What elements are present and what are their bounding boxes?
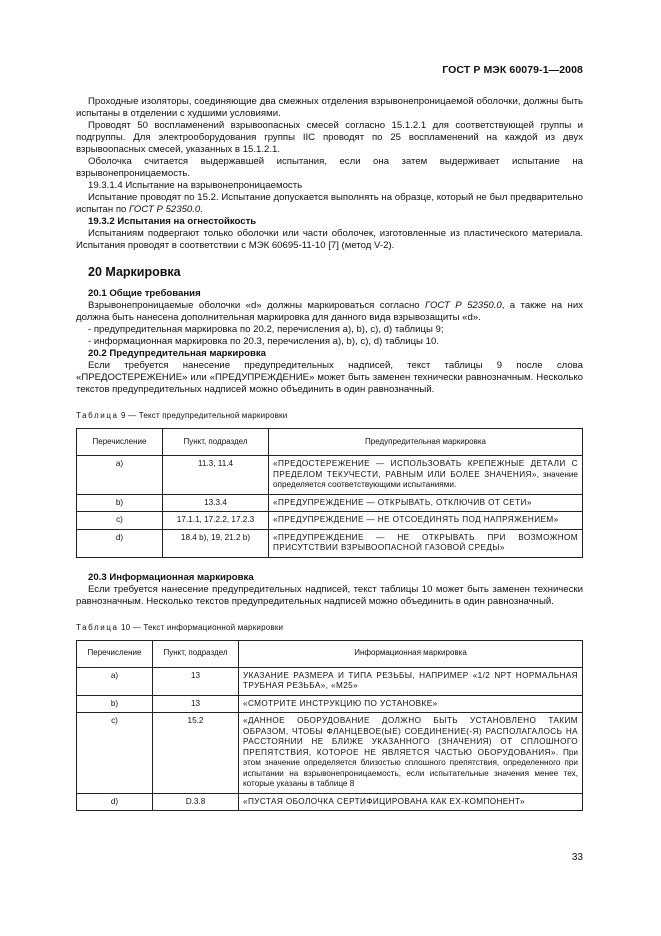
header-marking: Предупредительная маркировка [269,429,583,456]
table-row [77,494,583,512]
clause-20-3-text: Если требуется нанесение предупредительных надписей, текст таблицы 10 может быть заменен технически равнозначным. Несколько текстов предупредительных надписей можно объединить в один равнозначный. [76,583,583,607]
table-9 [76,428,583,558]
paragraph-ignitions: Проводят 50 воспламенений взрывоопасных смесей согласно 15.1.2.1 для соответствующей группы и подгруппы. Для электрооборудования группы IIC проводят по 25 воспламенений на каждой из двух взрывоопасных смесей, указанных в 15.1.2.1. [76,120,583,155]
table-row [77,529,583,557]
marking-caps: «ПРЕДУПРЕЖДЕНИЕ — ОТКРЫВАТЬ, ОТКЛЮЧИВ ОТ СЕТИ» [273,497,532,507]
row-marking [239,713,583,794]
row-clause: 13.3.4 [163,494,269,512]
row-clause: 15.2 [153,713,239,794]
row-clause: D.3.8 [153,793,239,811]
table-header-row [77,640,583,667]
clause-text-end: , а также на них должна быть нанесена дополнительная маркировка для данного вида взрывозащиты «d». [76,300,583,323]
clause-20-1-title: 20.1 Общие требования [88,288,201,299]
paragraph-bushings: Проходные изоляторы, соединяющие два смежных отделения взрывонепроницаемой оболочки, должны быть испытаны в отделении с худшими условиями. [76,96,583,119]
marking-caps: «ДАННОЕ ОБОРУДОВАНИЕ ДОЛЖНО БЫТЬ УСТАНОВЛЕНО ТАКИМ ОБРАЗОМ, ЧТОБЫ ФЛАНЦЕВОЕ(ЫЕ) СОЕДИНЕНИЕ(-Я) РАСПОЛАГАЛОСЬ НА РАССТОЯНИИ НЕ БЛИЖЕ УКАЗАННОГО (ЗНАЧЕНИЯ) ОТ СПЛОШНОГО ПРЕПЯТСТВИЯ, КОТОРОЕ НЕ ЯВЛЯЕТСЯ ЧАСТЬЮ ОБОРУДОВАНИЯ» [243,716,578,757]
marking-note: , значение определяется соответствующими испытаниями. [273,469,578,489]
table-row [77,713,583,794]
clause-text: Взрывонепроницаемые оболочки «d» должны маркироваться согласно [88,300,426,311]
caption-text: 10 — Текст информационной маркировки [118,622,284,632]
row-marking [269,456,583,495]
row-clause: 17.1.1, 17.2.2, 17.2.3 [163,512,269,530]
marking-note: . При этом значение определяется близостью сплошного препятствия, определенного при испытании на взрывонепроницаемость, если испытательные значения менее тех, которые указаны в таблице 8 [243,747,578,788]
table-row [77,695,583,713]
table-10-caption [76,622,583,634]
clause-20-3-title: 20.3 Информационная маркировка [88,571,254,583]
table-row [77,793,583,811]
table-word: Таблица [76,622,119,632]
row-marking [269,512,583,530]
page-number: 33 [571,852,583,863]
row-marking [239,793,583,811]
clause-text-end: . [200,204,203,215]
clause-19-3-2-text: Испытаниям подвергают только оболочки или части оболочек, изготовленные из пластического материала. Испытания проводят в соответствии с МЭК 60695-11-10 [7] (метод V-2). [76,228,583,251]
header-clause: Пункт, подраздел [153,640,239,667]
clause-19-3-2-title: 19.3.2 Испытания на огнестойкость [88,216,257,227]
row-item: b) [77,494,163,512]
marking-caps: «ПРЕДУПРЕЖДЕНИЕ — НЕ ОТКРЫВАТЬ ПРИ ВОЗМОЖНОМ ПРИСУТСТВИИ ВЗРЫВООПАСНОЙ ГАЗОВОЙ СРЕДЫ» [273,532,578,552]
row-clause: 18.4 b), 19, 21.2 b) [163,529,269,557]
section-20-title: 20 Маркировка [88,265,181,279]
row-item: d) [77,793,153,811]
clause-19-3-1-4-title: 19.3.1.4 Испытание на взрывонепроницаемость [88,180,303,191]
marking-caps: «ПРЕДУПРЕЖДЕНИЕ — НЕ ОТСОЕДИНЯТЬ ПОД НАПРЯЖЕНИЕМ» [273,515,559,524]
table-row [77,667,583,695]
table-10 [76,640,583,812]
page-content [76,96,583,811]
row-marking [239,667,583,695]
table-row [77,456,583,495]
paragraph-enclosure-passed: Оболочка считается выдержавшей испытания, если она затем выдерживает испытание на взрывонепроницаемость. [76,156,583,179]
table-word: Таблица [76,411,119,420]
row-clause: 13 [153,667,239,695]
standard-header: ГОСТ Р МЭК 60079-1—2008 [442,64,583,76]
row-item: a) [77,456,163,495]
marking-caps: «ПУСТАЯ ОБОЛОЧКА СЕРТИФИЦИРОВАНА КАК EX-КОМПОНЕНТ» [243,796,525,806]
marking-caps: «СМОТРИТЕ ИНСТРУКЦИЮ ПО УСТАНОВКЕ» [243,698,438,708]
row-marking [269,494,583,512]
row-marking [269,529,583,557]
clause-20-2-title: 20.2 Предупредительная маркировка [88,348,266,359]
table-header-row [77,429,583,456]
row-clause: 13 [153,695,239,713]
row-item: b) [77,695,153,713]
marking-caps: «ПРЕДОСТЕРЕЖЕНИЕ — ИСПОЛЬЗОВАТЬ КРЕПЕЖНЫЕ ДЕТАЛИ С ПРЕДЕЛОМ ТЕКУЧЕСТИ, РАВНЫМ ИЛИ БОЛЕЕ ЗНАЧЕНИЯ» [273,459,578,479]
list-item-info-marking: - информационная маркировка по 20.3, перечисления a), b), c), d) таблицы 10. [88,336,439,347]
table-row [77,512,583,530]
list-item-warning-marking: - предупредительная маркировка по 20.2, перечисления a), b), c), d) таблицы 9; [88,324,444,335]
row-clause: 11.3, 11.4 [163,456,269,495]
row-item: c) [77,713,153,794]
standard-reference: ГОСТ Р 52350.0 [129,204,201,215]
caption-text: 9 — Текст предупредительной маркировки [118,411,288,420]
header-enumeration: Перечисление [77,640,153,667]
row-item: c) [77,512,163,530]
header-clause: Пункт, подраздел [163,429,269,456]
row-marking [239,695,583,713]
clause-text: Испытание проводят по 15.2. Испытание допускается выполнять на образце, который не был предварительно испытан по [76,192,583,215]
marking-caps: УКАЗАНИЕ РАЗМЕРА И ТИПА РЕЗЬБЫ, НАПРИМЕР «1/2 NPT НОРМАЛЬНАЯ ТРУБНАЯ РЕЗЬБА», «М25» [243,670,578,690]
table-9-caption [76,410,583,422]
standard-reference: ГОСТ Р 52350.0 [425,300,502,311]
clause-20-1-text [76,300,583,324]
row-item: a) [77,667,153,695]
row-item: d) [77,529,163,557]
clause-19-3-1-4-text [76,192,583,216]
header-marking: Информационная маркировка [239,640,583,667]
header-enumeration: Перечисление [77,429,163,456]
clause-20-2-text: Если требуется нанесение предупредительных надписей, текст таблицы 9 после слова «ПРЕДОСТЕРЕЖЕНИЕ» или «ПРЕДУПРЕЖДЕНИЕ» может быть заменен технически равнозначным. Несколько текстов предупредительных надписей можно объединить в один равнозначный. [76,360,583,395]
